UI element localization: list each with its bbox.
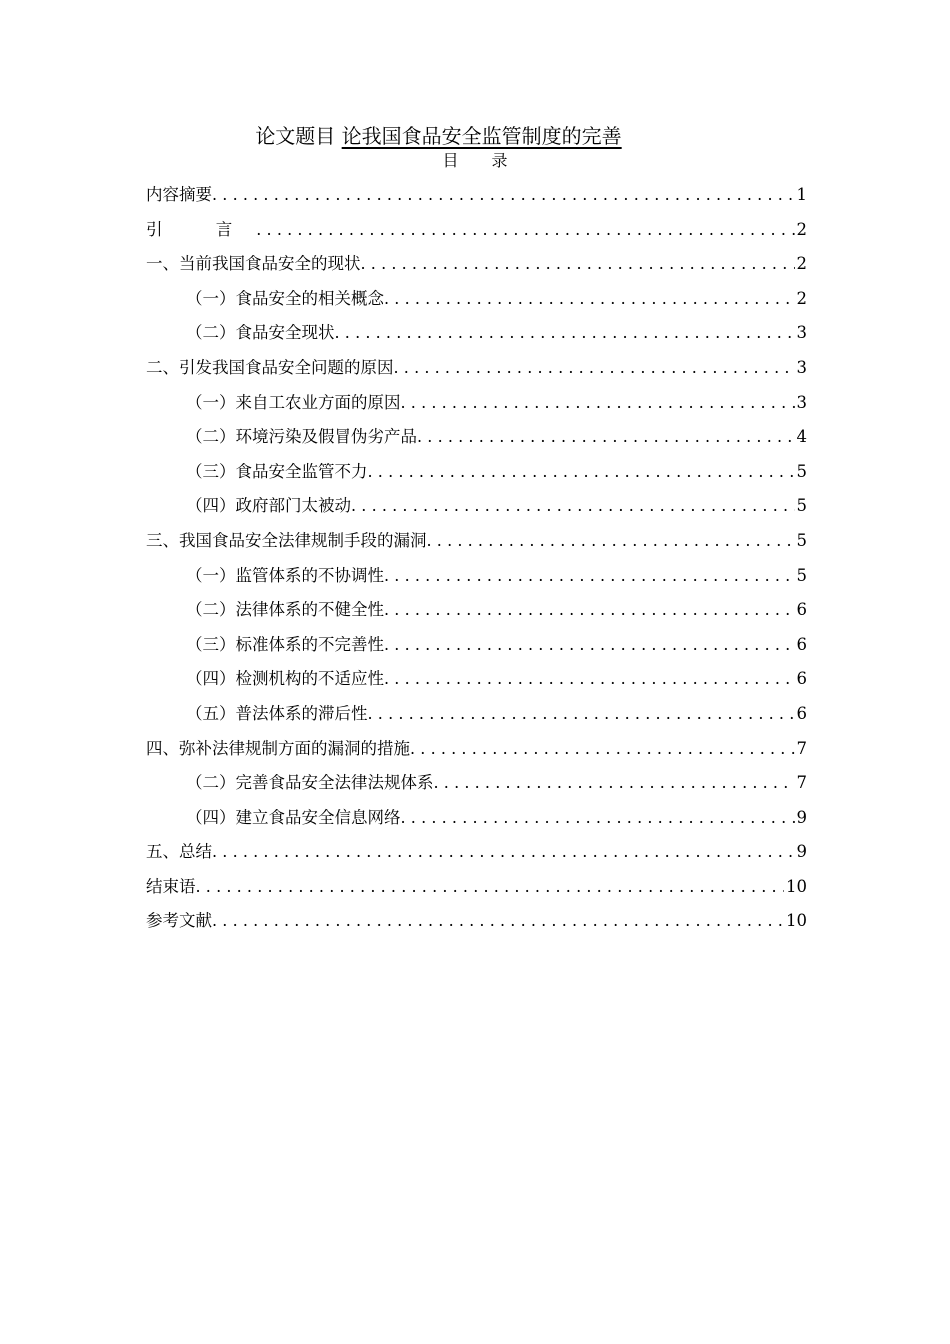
toc-entry[interactable] [146, 769, 807, 804]
toc-entry-page: 9 [796, 807, 807, 827]
toc-entry-page: 9 [796, 842, 807, 862]
toc-entry[interactable] [146, 492, 807, 527]
toc-entry-label: （二）法律体系的不健全性 [186, 600, 384, 620]
toc-entry-label: 参考文献 [146, 911, 212, 931]
toc-entry-page: 7 [796, 738, 807, 758]
toc-entry[interactable] [146, 527, 807, 562]
toc-entry[interactable] [146, 216, 807, 251]
toc-entry-page: 6 [796, 600, 807, 620]
toc-entry[interactable] [146, 596, 807, 631]
toc-entry-label: （四）检测机构的不适应性 [186, 669, 384, 689]
toc-entry-page: 3 [796, 357, 807, 377]
dot-leader [384, 665, 795, 693]
toc-entry-label: （四）建立食品安全信息网络 [186, 807, 401, 827]
toc-entry-label: 引 言 [146, 219, 257, 239]
toc-entry-label: （五）普法体系的滞后性 [186, 703, 368, 723]
toc-entry-label: （一）监管体系的不协调性 [186, 565, 384, 585]
dot-leader [196, 873, 785, 901]
toc-entry-page: 5 [796, 461, 807, 481]
toc-entry-label: （三）食品安全监管不力 [186, 461, 368, 481]
toc-entry-label: 三、我国食品安全法律规制手段的漏洞 [146, 530, 427, 550]
dot-leader [256, 216, 794, 244]
dot-leader [212, 907, 784, 935]
toc-entry-page: 2 [796, 254, 807, 274]
dot-leader [401, 389, 795, 417]
toc-entry-page: 5 [796, 496, 807, 516]
toc-entry-page: 6 [796, 634, 807, 654]
toc-entry-page: 1 [796, 185, 807, 204]
dot-leader [384, 631, 795, 659]
toc-entry-label: （一）来自工农业方面的原因 [186, 392, 401, 412]
toc-entry-page: 2 [796, 288, 807, 308]
toc-entry-page: 6 [796, 669, 807, 689]
toc-entry-page: 3 [796, 392, 807, 412]
toc-entry[interactable] [146, 665, 807, 700]
toc-entry-page: 2 [796, 219, 807, 239]
title-line [0, 122, 877, 150]
toc-entry-label: 四、弥补法律规制方面的漏洞的措施 [146, 738, 410, 758]
dot-leader [368, 458, 795, 486]
toc-entry[interactable] [146, 735, 807, 770]
toc-entry-page: 10 [786, 911, 807, 931]
dot-leader [212, 838, 795, 866]
dot-leader [434, 769, 795, 797]
toc-entry-label: 内容摘要 [146, 185, 212, 204]
toc-entry[interactable] [146, 285, 807, 320]
dot-leader [394, 354, 795, 382]
toc-entry-label: （二）完善食品安全法律法规体系 [186, 773, 434, 793]
dot-leader [410, 735, 795, 763]
toc-entry-label: （二）食品安全现状 [186, 323, 335, 343]
toc-entry[interactable] [146, 354, 807, 389]
toc-entry-label: 五、总结 [146, 842, 212, 862]
toc-entry[interactable] [146, 562, 807, 597]
table-of-contents [146, 181, 807, 942]
dot-leader [361, 250, 795, 278]
dot-leader [335, 319, 795, 347]
toc-entry[interactable] [146, 250, 807, 285]
toc-entry-page: 10 [786, 876, 807, 896]
toc-entry[interactable] [146, 389, 807, 424]
toc-entry[interactable] [146, 873, 807, 908]
dot-leader [384, 285, 795, 313]
dot-leader [368, 700, 795, 728]
toc-entry[interactable] [146, 181, 807, 216]
dot-leader [401, 804, 795, 832]
toc-entry-label: 二、引发我国食品安全问题的原因 [146, 357, 394, 377]
dot-leader [384, 596, 795, 624]
toc-entry[interactable] [146, 907, 807, 942]
dot-leader [212, 181, 795, 209]
dot-leader [384, 562, 795, 590]
toc-entry[interactable] [146, 804, 807, 839]
toc-entry-label: （一）食品安全的相关概念 [186, 288, 384, 308]
thesis-title: 论我国食品安全监管制度的完善 [341, 124, 622, 148]
toc-entry-label: （三）标准体系的不完善性 [186, 634, 384, 654]
toc-entry-page: 5 [796, 565, 807, 585]
toc-entry-page: 5 [796, 530, 807, 550]
toc-entry[interactable] [146, 631, 807, 666]
toc-entry-page: 4 [796, 427, 807, 447]
toc-entry-label: 结束语 [146, 876, 196, 896]
toc-entry[interactable] [146, 319, 807, 354]
toc-entry[interactable] [146, 838, 807, 873]
dot-leader [427, 527, 795, 555]
dot-leader [417, 423, 795, 451]
title-prefix: 论文题目 [255, 124, 336, 148]
toc-entry-label: 一、当前我国食品安全的现状 [146, 254, 361, 274]
toc-entry[interactable] [146, 700, 807, 735]
toc-entry-page: 3 [796, 323, 807, 343]
toc-entry-page: 6 [796, 703, 807, 723]
dot-leader [351, 492, 795, 520]
toc-entry-label: （二）环境污染及假冒伪劣产品 [186, 427, 417, 447]
toc-entry-label: （四）政府部门太被动 [186, 496, 351, 516]
toc-heading: 目 录 [442, 151, 522, 170]
toc-entry[interactable] [146, 458, 807, 493]
toc-entry[interactable] [146, 423, 807, 458]
toc-entry-page: 7 [796, 773, 807, 793]
